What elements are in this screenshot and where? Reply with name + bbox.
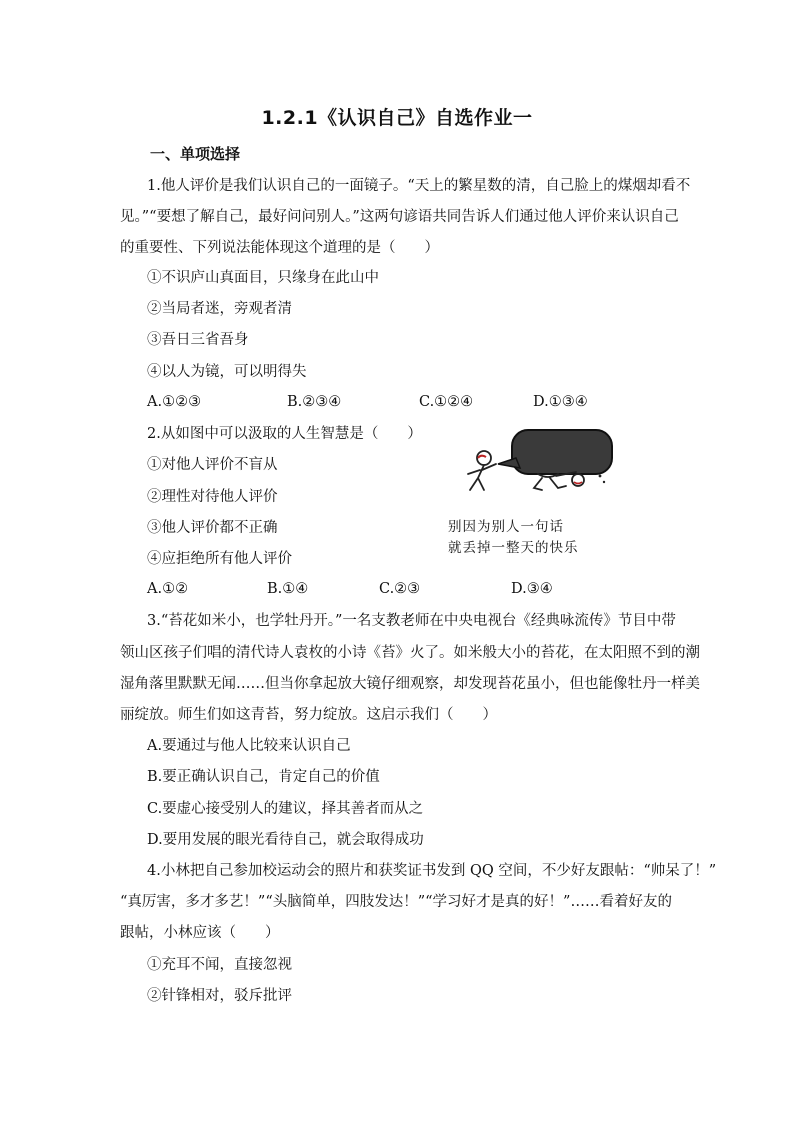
q1-option-c: C.①②④ [419,394,474,410]
q1-item: ①不识庐山真面目，只缘身在此山中 [147,270,379,286]
q1-item: ②当局者迷，旁观者清 [147,301,292,317]
q1-stem-line: 见。”“要想了解自己，最好问问别人。”这两句谚语共同告诉人们通过他人评价来认识自己 [120,209,679,225]
q1-item: ④以人为镜，可以明得失 [147,364,307,380]
q2-option-d: D.③④ [511,581,553,597]
q1-item: ③吾日三省吾身 [147,332,249,348]
q4-item: ②针锋相对，驳斥批评 [147,988,292,1004]
q2-item: ①对他人评价不盲从 [147,457,278,473]
q3-option-c: C.要虚心接受别人的建议，择其善者而从之 [147,801,424,817]
cartoon-caption-line: 别因为别人一句话 [448,519,564,535]
q3-stem-line: 领山区孩子们唱的清代诗人袁枚的小诗《苔》火了。如米般大小的苔花，在太阳照不到的潮 [120,645,700,661]
q4-stem-line: “真厉害，多才多艺！”“头脑简单，四肢发达！”“学习好才是真的好！”……看着好友的 [120,894,672,910]
q4-item: ①充耳不闻，直接忽视 [147,957,292,973]
q3-stem-line: 湿角落里默默无闻……但当你拿起放大镜仔细观察，却发现苔花虽小，但也能像牡丹一样美 [120,676,700,692]
q3-stem-line: 丽绽放。师生们如这青苔，努力绽放。这启示我们（ ） [120,707,497,723]
q1-option-a: A.①②③ [147,394,202,410]
q1-stem-line: 1.他人评价是我们认识自己的一面镜子。“天上的繁星数的清，自己脸上的煤烟却看不 [147,178,691,194]
q2-item: ③他人评价都不正确 [147,520,278,536]
section-heading: 一、单项选择 [150,145,241,163]
q2-option-c: C.②③ [379,581,421,597]
cartoon-caption-line: 就丢掉一整天的快乐 [448,540,579,556]
q4-stem-line: 跟帖，小林应该（ ） [120,925,280,941]
q2-item: ②理性对待他人评价 [147,489,278,505]
q3-option-b: B.要正确认识自己，肯定自己的价值 [147,769,380,785]
q3-option-d: D.要用发展的眼光看待自己，就会取得成功 [147,832,424,848]
q2-stem: 2.从如图中可以汲取的人生智慧是（ ） [147,426,422,442]
q2-option-a: A.①② [147,581,189,597]
q3-stem-line: 3.“苔花如米小，也学牡丹开。”一名支教老师在中央电视台《经典咏流传》节目中带 [147,613,676,629]
q2-option-b: B.①④ [267,581,309,597]
cartoon-illustration [438,428,618,556]
q4-stem-line: 4.小林把自己参加校运动会的照片和获奖证书发到 QQ 空间，不少好友跟帖：“帅呆了！” [147,863,717,879]
document-title: 1.2.1《认识自己》自选作业一 [261,107,533,129]
q3-option-a: A.要通过与他人比较来认识自己 [147,738,351,754]
q2-item: ④应拒绝所有他人评价 [147,551,292,567]
q1-option-b: B.②③④ [287,394,342,410]
q1-option-d: D.①③④ [533,394,588,410]
q1-stem-line: 的重要性、下列说法能体现这个道理的是（ ） [120,240,439,256]
